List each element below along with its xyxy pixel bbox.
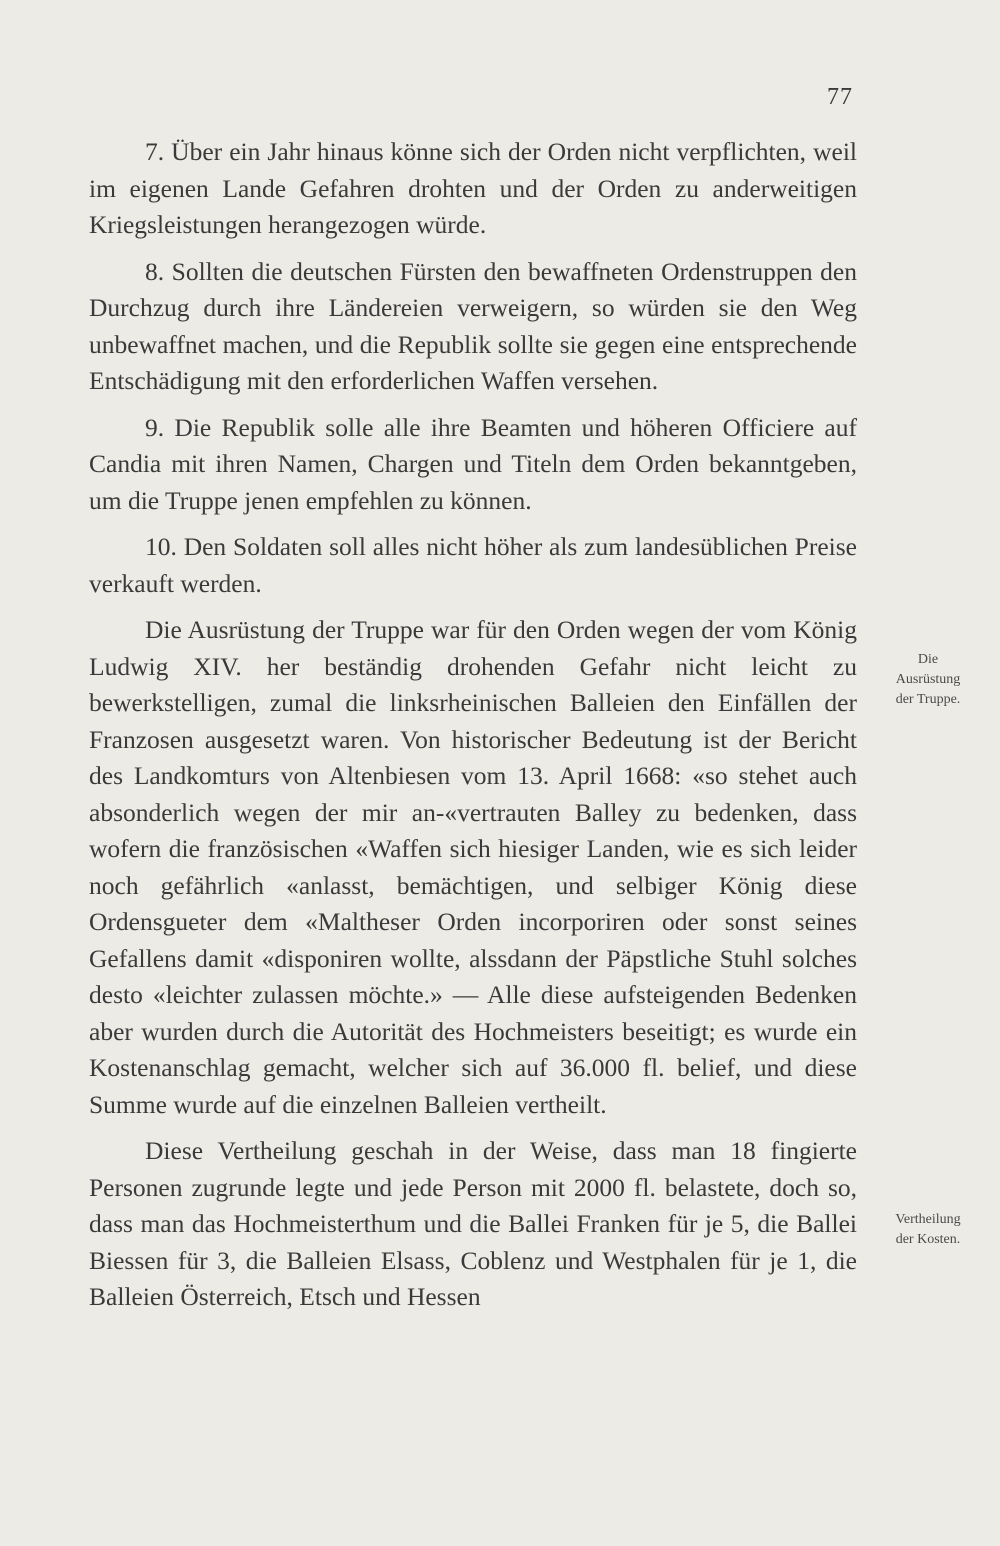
margin-note-line: der Truppe. xyxy=(895,692,961,707)
body-text xyxy=(89,134,857,1326)
paragraph-8: 8. Sollten die deutschen Fürsten den bewaffneten Ordenstruppen den Durchzug durch ihre Ländereien verweigern, so würden sie den Weg unbewaffnet machen, und die Republik sollte sie gegen eine entsprechende Entschädigung mit den erforderlichen Waffen versehen. xyxy=(89,256,857,395)
paragraph-ausruestung: Die Ausrüstung der Truppe war für den Orden wegen der vom König Ludwig XIV. her beständig drohenden Gefahr nicht leicht zu bewerkstelligen, zumal die linksrheinischen Balleien den Einfällen der Franzosen ausgesetzt waren. Von historischer Bedeutung ist der Bericht des Landkomturs von Altenbiesen vom 13. April 1668: «so stehet auch absonderlich wegen der mir an-«vertrauten Balley zu bedenken, dass wofern die französischen «Waffen sich hiesiger Landen, wie es sich leider noch gefährlich «anlasst, bemächtigen, und selbiger König diese Ordensgueter dem «Maltheser Orden incorporiren oder sonst seines Gefallens damit «disponiren wollte, alssdann der Päpstliche Stuhl solches desto «leichter zulassen möchte.» — Alle diese aufsteigenden Bedenken aber wurden durch die Autorität des Hochmeisters beseitigt; es wurde ein Kostenanschlag gemacht, welcher sich auf 36.000 fl. belief, und diese Summe wurde auf die einzelnen Balleien vertheilt. xyxy=(89,615,857,1119)
margin-note-line: Ausrüstung xyxy=(895,672,961,687)
paragraph-vertheilung: Diese Vertheilung geschah in der Weise, dass man 18 fingierte Personen zugrunde legte und jede Person mit 2000 fl. belastete, doch so, dass man das Hochmeisterthum und die Ballei Franken für je 5, die Ballei Biessen für 3, die Balleien Elsass, Coblenz und Westphalen für je 1, die Balleien Österreich, Etsch und Hessen xyxy=(89,1136,857,1311)
margin-note-ausruestung xyxy=(873,650,983,710)
margin-note-line: Vertheilung xyxy=(895,1212,961,1227)
paragraph-7: 7. Über ein Jahr hinaus könne sich der Orden nicht verpflichten, weil im eigenen Lande Gefahren drohten und der Orden zu anderweitigen Kriegsleistungen herangezogen würde. xyxy=(89,137,857,239)
margin-note-line: der Kosten. xyxy=(895,1232,961,1247)
paragraph-9: 9. Die Republik solle alle ihre Beamten und höheren Officiere auf Candia mit ihren Namen, Chargen und Titeln dem Orden bekanntgeben, um die Truppe jenen empfehlen zu können. xyxy=(89,412,857,515)
margin-note-vertheilung xyxy=(873,1210,983,1250)
margin-note-line: Die xyxy=(917,652,939,667)
paragraph-10: 10. Den Soldaten soll alles nicht höher als zum landesüblichen Preise verkauft werden. xyxy=(89,532,857,598)
page-number: 77 xyxy=(827,84,853,110)
